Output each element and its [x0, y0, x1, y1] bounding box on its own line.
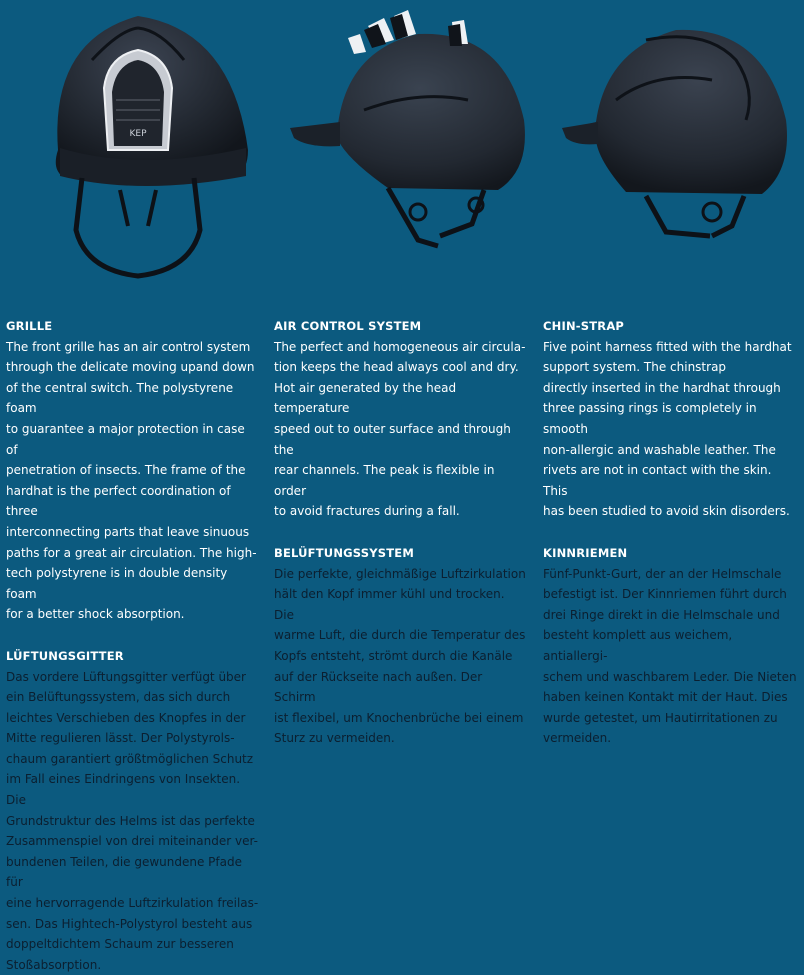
text-line: Hot air generated by the head temperature	[274, 378, 526, 419]
text-line: through the delicate moving upand down	[6, 357, 260, 378]
text-line: rivets are not in contact with the skin. This	[543, 460, 799, 501]
section-text-en	[6, 337, 260, 625]
text-line: bundenen Teilen, die gewundene Pfade für	[6, 852, 260, 893]
section-chin-strap	[543, 316, 799, 749]
text-line: The front grille has an air control system	[6, 337, 260, 358]
text-line: Zusammenspiel von drei miteinander ver-	[6, 831, 260, 852]
text-line: tech polystyrene is in double density foam	[6, 563, 260, 604]
text-line: auf der Rückseite nach außen. Der Schirm	[274, 667, 526, 708]
text-line: befestigt ist. Der Kinnriemen führt durch	[543, 584, 799, 605]
section-heading-de: LÜFTUNGSGITTER	[6, 646, 260, 667]
section-heading-en: AIR CONTROL SYSTEM	[274, 316, 526, 337]
text-line: Stoßabsorption.	[6, 955, 260, 975]
text-line: non-allergic and washable leather. The	[543, 440, 799, 461]
helmet-badge: KEP	[129, 129, 147, 139]
text-line: hardhat is the perfect coordination of three	[6, 481, 260, 522]
helmet-side-image	[268, 0, 536, 300]
helmet-front-image	[0, 0, 268, 300]
text-line: for a better shock absorption.	[6, 604, 260, 625]
section-text-en	[543, 337, 799, 522]
text-line: doppeltdichtem Schaum zur besseren	[6, 934, 260, 955]
helmet-rear-image	[536, 0, 804, 300]
text-line: Das vordere Lüftungsgitter verfügt über	[6, 667, 260, 688]
text-line: has been studied to avoid skin disorders.	[543, 501, 799, 522]
text-line: hält den Kopf immer kühl und trocken. Die	[274, 584, 526, 625]
section-text-de	[6, 667, 260, 975]
text-line: sen. Das Hightech-Polystyrol besteht aus	[6, 914, 260, 935]
helmet-images	[0, 0, 804, 300]
text-line: leichtes Verschieben des Knopfes in der	[6, 708, 260, 729]
text-line: The perfect and homogeneous air circula-	[274, 337, 526, 358]
text-line: drei Ringe direkt in die Helmschale und	[543, 605, 799, 626]
section-heading-en: CHIN-STRAP	[543, 316, 799, 337]
text-line: wurde getestet, um Hautirritationen zu	[543, 708, 799, 729]
text-line: tion keeps the head always cool and dry.	[274, 357, 526, 378]
section-text-en	[274, 337, 526, 522]
text-line: Die perfekte, gleichmäßige Luftzirkulation	[274, 564, 526, 585]
text-line: vermeiden.	[543, 728, 799, 749]
text-line: haben keinen Kontakt mit der Haut. Dies	[543, 687, 799, 708]
text-line: chaum garantiert größtmöglichen Schutz	[6, 749, 260, 770]
text-line: Sturz zu vermeiden.	[274, 728, 526, 749]
text-line: Fünf-Punkt-Gurt, der an der Helmschale	[543, 564, 799, 585]
section-heading-en: GRILLE	[6, 316, 260, 337]
text-line: support system. The chinstrap	[543, 357, 799, 378]
section-heading-de: KINNRIEMEN	[543, 543, 799, 564]
text-line: ist flexibel, um Knochenbrüche bei einem	[274, 708, 526, 729]
text-line: ein Belüftungssystem, das sich durch	[6, 687, 260, 708]
text-line: warme Luft, die durch die Temperatur des	[274, 625, 526, 646]
section-air-control	[274, 316, 526, 749]
text-line: schem und waschbarem Leder. Die Nieten	[543, 667, 799, 688]
text-line: Five point harness fitted with the hardhat	[543, 337, 799, 358]
text-line: interconnecting parts that leave sinuous	[6, 522, 260, 543]
text-line: Grundstruktur des Helms ist das perfekte	[6, 811, 260, 832]
text-line: Mitte regulieren lässt. Der Polystyrols-	[6, 728, 260, 749]
text-line: speed out to outer surface and through the	[274, 419, 526, 460]
text-line: im Fall eines Eindringens von Insekten. Die	[6, 769, 260, 810]
text-line: rear channels. The peak is flexible in order	[274, 460, 526, 501]
text-line: paths for a great air circulation. The high-	[6, 543, 260, 564]
text-line: of the central switch. The polystyrene foam	[6, 378, 260, 419]
section-text-de	[274, 564, 526, 749]
text-line: Kopfs entsteht, strömt durch die Kanäle	[274, 646, 526, 667]
section-grille	[6, 316, 260, 975]
section-text-de	[543, 564, 799, 749]
text-line: eine hervorragende Luftzirkulation freilas-	[6, 893, 260, 914]
text-line: three passing rings is completely in smooth	[543, 398, 799, 439]
text-line: penetration of insects. The frame of the	[6, 460, 260, 481]
text-line: to avoid fractures during a fall.	[274, 501, 526, 522]
text-line: besteht komplett aus weichem, antiallergi-	[543, 625, 799, 666]
section-heading-de: BELÜFTUNGSSYSTEM	[274, 543, 526, 564]
text-line: directly inserted in the hardhat through	[543, 378, 799, 399]
text-line: to guarantee a major protection in case of	[6, 419, 260, 460]
